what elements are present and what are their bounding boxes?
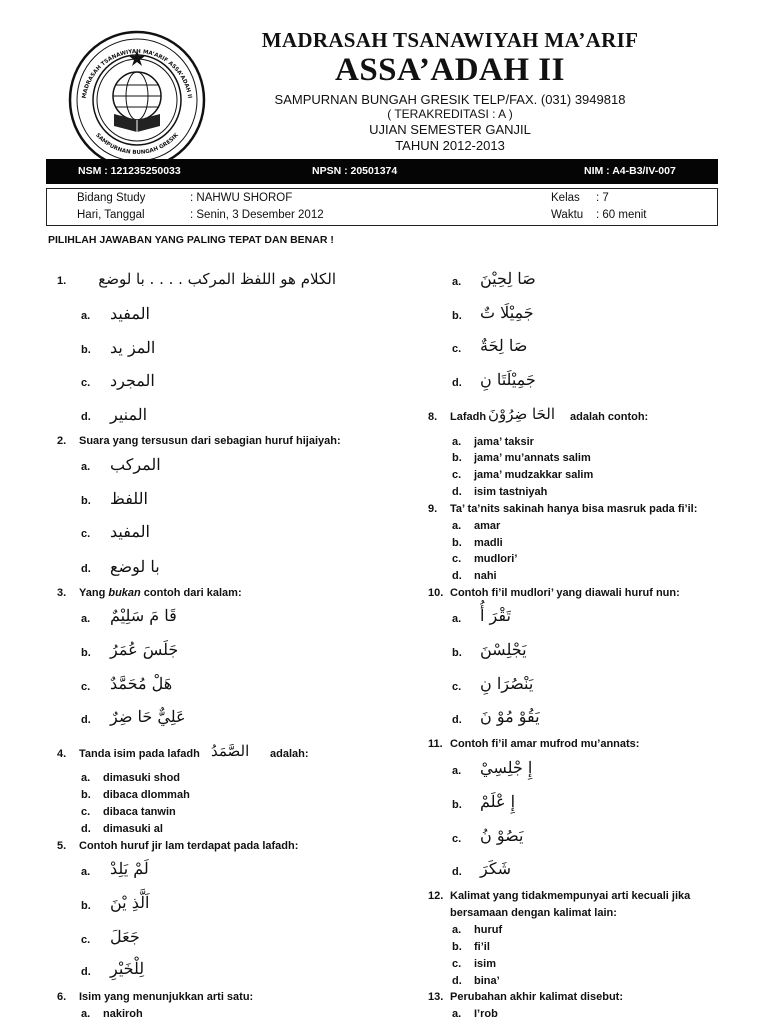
q3-option-d-text: عَلِيٌّ حَا ضِرٌ [110,707,186,726]
subject-label: Bidang Study [77,192,146,204]
q1-option-d-text: المنير [110,405,148,424]
q3-option-a-text: قَا مَ سَلِيْمٌ [110,606,177,625]
q2-option-c-text: المفيد [110,522,150,541]
exam-title: UJIAN SEMESTER GANJIL [369,122,531,137]
school-title: MADRASAH TSANAWIYAH MA’ARIF [261,28,639,52]
q3-option-b-text: جَلَسَ عُمَرُ [110,640,179,659]
time-value: : 60 menit [596,209,647,221]
question-2-text: Suara yang tersusun dari sebagian huruf hijaiyah: [79,435,341,447]
nsm-label: NSM : 121235250033 [78,165,181,177]
q10-option-a-text: تَقْرَ أُ [480,606,511,625]
accreditation: ( TERAKREDITASI : A ) [387,107,513,121]
q2-option-d-text: با لوضع [110,557,160,576]
q2-option-a-text: المركب [110,455,161,474]
nim-label: NIM : A4-B3/IV-007 [584,165,676,177]
left-column: 1. الكلام هو اللفظ المركب . . . . با لوضع a. المفيد b. المز يد c. المجرد d. المنير 2. Suara yang tersusun dari sebagian huruf hijaiyah: a. المركب b. اللفظ c. المفيد d. با لوضع 3. Yang bukan contoh dari kalam: a. قَا مَ سَلِيْمٌ b. جَلَسَ عُمَرُ c. هَلْ مُحَمَّدٌ d. عَلِيٌّ حَا ضِرٌ 4. Tanda isim pada lafadh adalah: الصَّمَدُ a. dimasuki shod b. dibaca dlommah c. dibaca tanwin d. dimasuki al 5. Contoh huruf jir lam terdapat pada lafadh: a. لَمْ يَلِدْ b. اَلَّذِ يْنَ c. جَعَلَ d. لِلْخَيْرِ 6. Isim yang menunjukkan arti satu: a. nakiroh [57,270,341,1020]
school-name: ASSA’ADAH II [334,52,565,88]
class-value: : 7 [596,192,609,204]
q7-option-d-text: جَمِيْلَتَا نِ [480,370,536,389]
q10-option-d-text: يَقُوْ مُوْ نَ [480,707,540,726]
q10-option-b-text: يَجْلِسْنَ [480,640,527,659]
q1-option-b-text: المز يد [110,338,156,357]
q2-option-b-text: اللفظ [110,489,148,508]
question-8-arabic: الحَا ضِرُوْنَ [488,405,556,423]
q11-option-d-text: شَكَرَ [480,859,512,878]
npsn-label: NPSN : 20501374 [312,165,398,177]
q5-option-c-text: جَعَلَ [110,927,140,946]
question-4-text: Tanda isim pada lafadh [79,748,200,760]
logo-text-bottom: SAMPURNAN BUNGAH GRESIK [94,132,180,156]
q11-option-b-text: إِ عْلَمْ [480,792,516,811]
q1-option-c-text: المجرد [110,371,155,390]
time-label: Waktu [551,209,584,221]
q5-option-d-text: لِلْخَيْرِ [110,959,145,978]
q11-option-c-text: يَصُوْ نُ [480,826,524,845]
q5-option-b-text: اَلَّذِ يْنَ [110,893,150,912]
question-4-arabic: الصَّمَدُ [211,742,250,760]
question-1-text: الكلام هو اللفظ المركب . . . . با لوضع [98,270,336,288]
class-label: Kelas [551,192,580,204]
logo-text-top: MADRASAH TSANAWIYAH MA’ARIF ASSA’ADAH II [81,48,193,99]
question-number: 1. [57,275,67,287]
question-6-text: Isim yang menunjukkan arti satu: [79,991,254,1003]
q1-option-a-text: المفيد [110,304,150,323]
q7-option-c-text: صَا لِحَةٌ [480,336,528,355]
q5-option-a-text: لَمْ يَلِدْ [110,859,149,878]
date-label: Hari, Tanggal [77,209,145,221]
q3-option-c-text: هَلْ مُحَمَّدٌ [110,674,173,693]
academic-year: TAHUN 2012-2013 [395,138,505,153]
instruction: PILIHLAH JAWABAN YANG PALING TEPAT DAN BENAR ! [48,234,334,246]
q10-option-c-text: يَنْصُرَا نِ [480,674,534,693]
question-4-text-end: adalah: [270,748,309,760]
q7-option-a-text: صَا لِحِيْنَ [480,269,536,288]
question-3-text: Yang bukan contoh dari kalam: [79,587,242,599]
right-column: a. صَا لِحِيْنَ b. جَمِيْلَا تٌ c. صَا لِحَةٌ d. جَمِيْلَتَا نِ 8. Lafadh adalah contoh: الحَا ضِرُوْنَ a. jama’ taksir b. jama’ mu’annats salim c. jama’ mudzakkar salim d. isim tastniyah 9. Ta’ ta’nits sakinah hanya bisa masruk pada fi’il: a. amar b. madli c. mudlori’ d. nahi 10. Contoh fi’il mudlori’ yang diawali huruf nun: a. تَقْرَ أُ b. يَجْلِسْنَ c. يَنْصُرَا نِ d. يَقُوْ مُوْ نَ 11. Contoh fi’il amar mufrod mu’annats: a. إِ جْلِسِيْ b. إِ عْلَمْ c. يَصُوْ نُ d. شَكَرَ 12. Kalimat yang tidakmempunyai arti kecuali jika bersamaan dengan kalimat lain: a. huruf b. fi’il c. isim d. bina’ 13. Perubahan akhir kalimat disebut: a. I’rob [428,269,698,1020]
school-address: SAMPURNAN BUNGAH GRESIK TELP/FAX. (031) 3949818 [274,92,626,107]
subject-value: : NAHWU SHOROF [190,192,293,204]
q11-option-a-text: إِ جْلِسِيْ [480,758,533,777]
date-value: : Senin, 3 Desember 2012 [190,209,324,221]
q7-option-b-text: جَمِيْلَا تٌ [480,303,534,322]
question-5-text: Contoh huruf jir lam terdapat pada lafadh: [79,840,299,852]
